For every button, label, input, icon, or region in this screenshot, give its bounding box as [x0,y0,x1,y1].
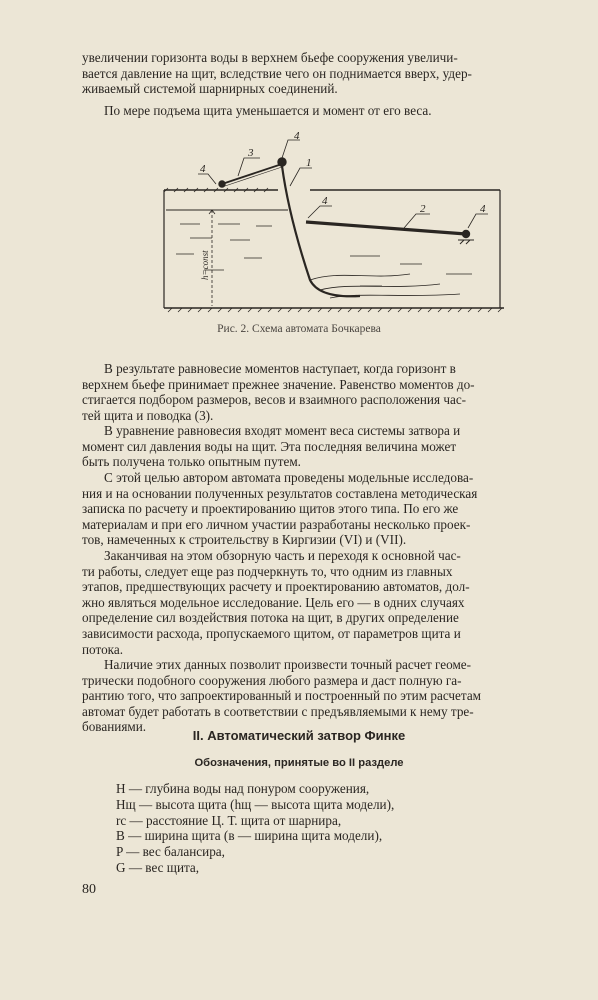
definition-item: rc — расстояние Ц. Т. щита от шарнира, [116,812,342,828]
paragraph [82,423,522,470]
figure-label: 4 [322,195,328,207]
text-line: определение сил воздействия потока на щит, в других определение [82,610,459,626]
text-line: По мере подъема щита уменьшается и момент от его веса. [104,103,432,118]
text-line: Заканчивая на этом обзорную часть и переходя к основной час- [104,548,461,563]
gate-scheme-figure [160,130,510,322]
figure-label: 2 [420,203,426,215]
text-line: ти работы, следует еще раз подчеркнуть то, что одним из главных [82,563,453,579]
text-line: рантию того, что запроектированный и построенный по этим расчетам [82,688,482,704]
paragraph [82,470,522,548]
text-line: этапов, предшествующих расчету и проектированию автоматов, дол- [82,579,470,595]
text-line: верхнем бьефе принимает прежнее значение. Равенство моментов до- [82,376,475,392]
intro-paragraph [82,50,522,97]
page-number: 80 [82,882,96,897]
text-line: бованиями. [82,719,147,735]
text-line: В результате равновесие моментов наступает, когда горизонт в [104,361,456,376]
paragraph [82,548,522,657]
depth-label: h=const [200,250,210,280]
text-line: жно являться модельное исследование. Цель его — в одних случаях [82,594,465,610]
text-line: материалам и при его личном участии разработаны несколько проек- [82,516,471,532]
definition-item: H — глубина воды над понуром сооружения, [116,781,370,796]
text-line: живаемый системой шарнирных соединений. [82,81,338,97]
text-line: автомат будет работать в соответствии с предъявляемыми к нему тре- [82,703,474,719]
section-heading: II. Автоматический затвор Финке [192,728,406,743]
intro-paragraph-2 [82,103,522,119]
text-line: записка по расчету и проектированию щитов этого типа. По его же [82,501,459,517]
text-line: трически подобного сооружения любого размера и даст полную га- [82,672,462,688]
text-line: быть получена только опытным путем. [82,454,301,470]
definition-item: G — вес щита, [116,859,200,875]
figure-label: 3 [248,147,254,159]
figure-label: 4 [200,163,206,175]
paragraph [82,361,522,423]
text-line: стигается подбором размеров, весов и взаимного расположения час- [82,392,467,408]
text-line: тов, намеченных к строительству в Киргизии (VI) и (VII). [82,532,407,548]
figure-label: 4 [294,130,300,142]
text-line: момент сил давления воды на щит. Эта последняя величина может [82,438,457,454]
paragraph [82,657,522,735]
definition-item: B — ширина щита (в — ширина щита модели), [116,828,383,844]
definition-item: Hщ — высота щита (hщ — высота щита модели), [116,796,395,812]
definition-item: P — вес балансира, [116,844,225,860]
figure-caption: Рис. 2. Схема автомата Бочкарева [217,323,381,335]
figure-label: 4 [480,203,486,215]
text-line: ния и на основании полученных результатов составлена методическая [82,485,478,501]
subsection-heading: Обозначения, принятые во II разделе [194,757,404,769]
text-line: увеличении горизонта воды в верхнем бьефе сооружения увеличи- [82,50,458,65]
text-line: потока. [82,641,124,657]
text-line: зависимости расхода, пропускаемого щитом, от параметров щита и [82,625,461,641]
figure-label: 1 [306,157,312,169]
text-line: тей щита и поводка (3). [82,407,214,423]
text-line: В уравнение равновесия входят момент веса системы затвора и [104,423,461,438]
text-line: вается давление на щит, вследствие чего он поднимается вверх, удер- [82,65,472,81]
definitions-list [116,781,394,876]
text-line: Наличие этих данных позволит произвести точный расчет геоме- [104,657,472,672]
text-line: С этой целью автором автомата проведены модельные исследова- [104,470,474,485]
